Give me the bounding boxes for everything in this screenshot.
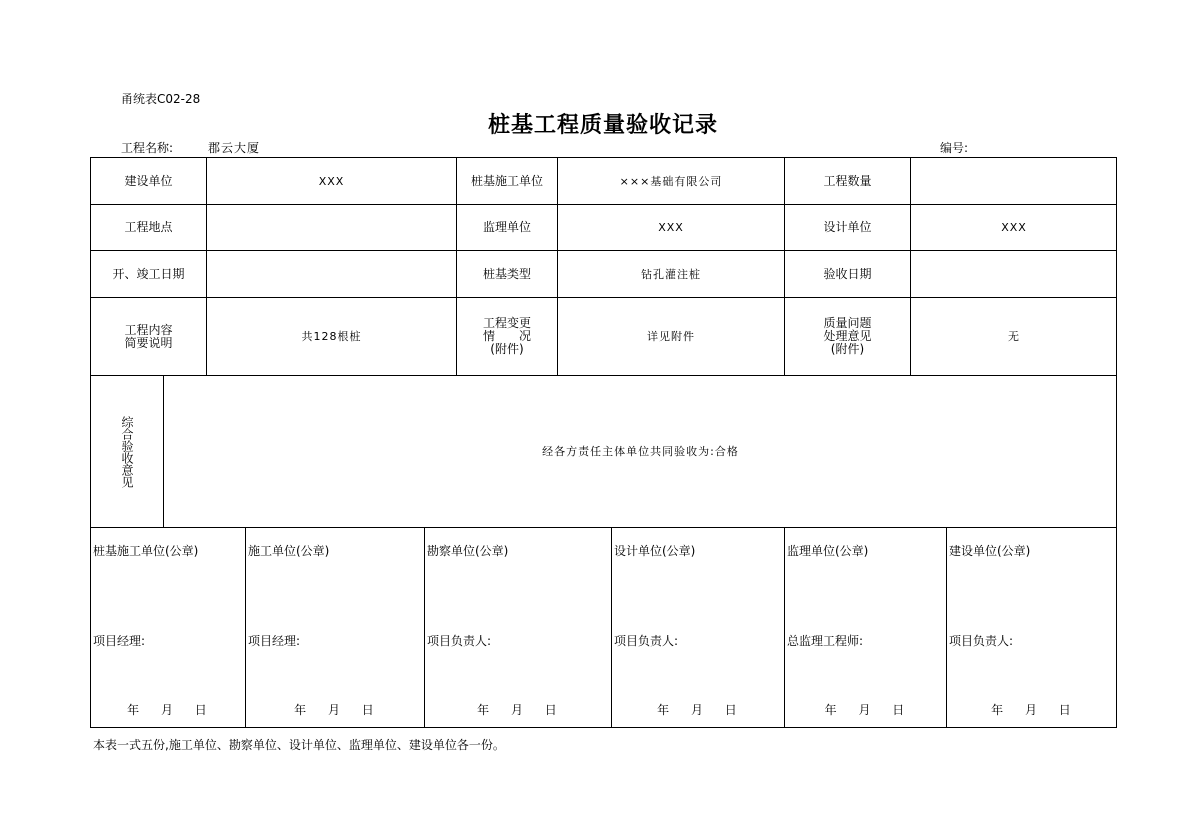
signature-person: 项目负责人:: [427, 634, 492, 648]
signature-design-unit[interactable]: [611, 527, 784, 728]
value-acceptance-date[interactable]: [910, 250, 1117, 297]
value-work-description[interactable]: 共128根桩: [206, 297, 456, 375]
form-code: 甬统表C02-28: [121, 92, 201, 106]
label-overall-opinion: [90, 375, 163, 527]
label-pile-contractor: 桩基施工单位: [456, 157, 557, 204]
value-quantity[interactable]: [910, 157, 1117, 204]
signature-supervision-unit[interactable]: [784, 527, 946, 728]
signature-date: 年 月 日: [824, 703, 907, 717]
page-title: 桩基工程质量验收记录: [487, 113, 718, 138]
signature-date: 年 月 日: [294, 703, 376, 717]
value-pile-type[interactable]: 钻孔灌注桩: [557, 250, 784, 297]
value-change-status[interactable]: 详见附件: [557, 297, 784, 375]
signature-unit: 建设单位(公章): [949, 544, 1031, 558]
signature-owner-unit[interactable]: [946, 527, 1117, 728]
value-quality-issue-handling[interactable]: 无: [910, 297, 1117, 375]
signature-pile-contractor[interactable]: [90, 527, 245, 728]
label-acceptance-date: 验收日期: [784, 250, 910, 297]
label-supervision-unit: 监理单位: [456, 204, 557, 250]
signature-date: 年 月 日: [477, 703, 559, 717]
value-construction-unit[interactable]: XXX: [206, 157, 456, 204]
signature-person: 项目负责人:: [949, 634, 1014, 648]
label-quality-issue-handling: 质量问题 处理意见 (附件): [784, 297, 910, 375]
value-overall-opinion[interactable]: 经各方责任主体单位共同验收为:合格: [163, 375, 1117, 527]
value-start-end-date[interactable]: [206, 250, 456, 297]
label-change-status: 工程变更 情 况 (附件): [456, 297, 557, 375]
signature-date: 年 月 日: [657, 703, 739, 717]
label-construction-unit: 建设单位: [90, 157, 206, 204]
signature-date: 年 月 日: [127, 703, 209, 717]
signature-unit: 勘察单位(公章): [427, 544, 509, 558]
signature-person: 项目负责人:: [614, 634, 679, 648]
label-location: 工程地点: [90, 204, 206, 250]
value-design-unit[interactable]: XXX: [910, 204, 1117, 250]
value-location[interactable]: [206, 204, 456, 250]
project-name-label: 工程名称:: [121, 141, 174, 155]
signature-construction-contractor[interactable]: [245, 527, 424, 728]
signature-unit: 设计单位(公章): [614, 544, 696, 558]
label-pile-type: 桩基类型: [456, 250, 557, 297]
footnote: 本表一式五份,施工单位、勘察单位、设计单位、监理单位、建设单位各一份。: [93, 738, 505, 752]
signature-unit: 桩基施工单位(公章): [93, 544, 199, 558]
signature-person: 总监理工程师:: [787, 634, 864, 648]
signature-date: 年 月 日: [991, 703, 1073, 717]
value-supervision-unit[interactable]: XXX: [557, 204, 784, 250]
overall-opinion-label-text: 综合验收意见: [120, 415, 134, 488]
label-design-unit: 设计单位: [784, 204, 910, 250]
label-quantity: 工程数量: [784, 157, 910, 204]
project-name[interactable]: 郡云大厦: [208, 141, 261, 155]
signature-person: 项目经理:: [93, 634, 146, 648]
signature-person: 项目经理:: [248, 634, 301, 648]
number-label: 编号:: [940, 141, 969, 155]
signature-unit: 施工单位(公章): [248, 544, 330, 558]
signature-unit: 监理单位(公章): [787, 544, 869, 558]
label-work-description: 工程内容 简要说明: [90, 297, 206, 375]
signature-survey-unit[interactable]: [424, 527, 611, 728]
value-pile-contractor[interactable]: ×××基础有限公司: [557, 157, 784, 204]
label-start-end-date: 开、竣工日期: [90, 250, 206, 297]
